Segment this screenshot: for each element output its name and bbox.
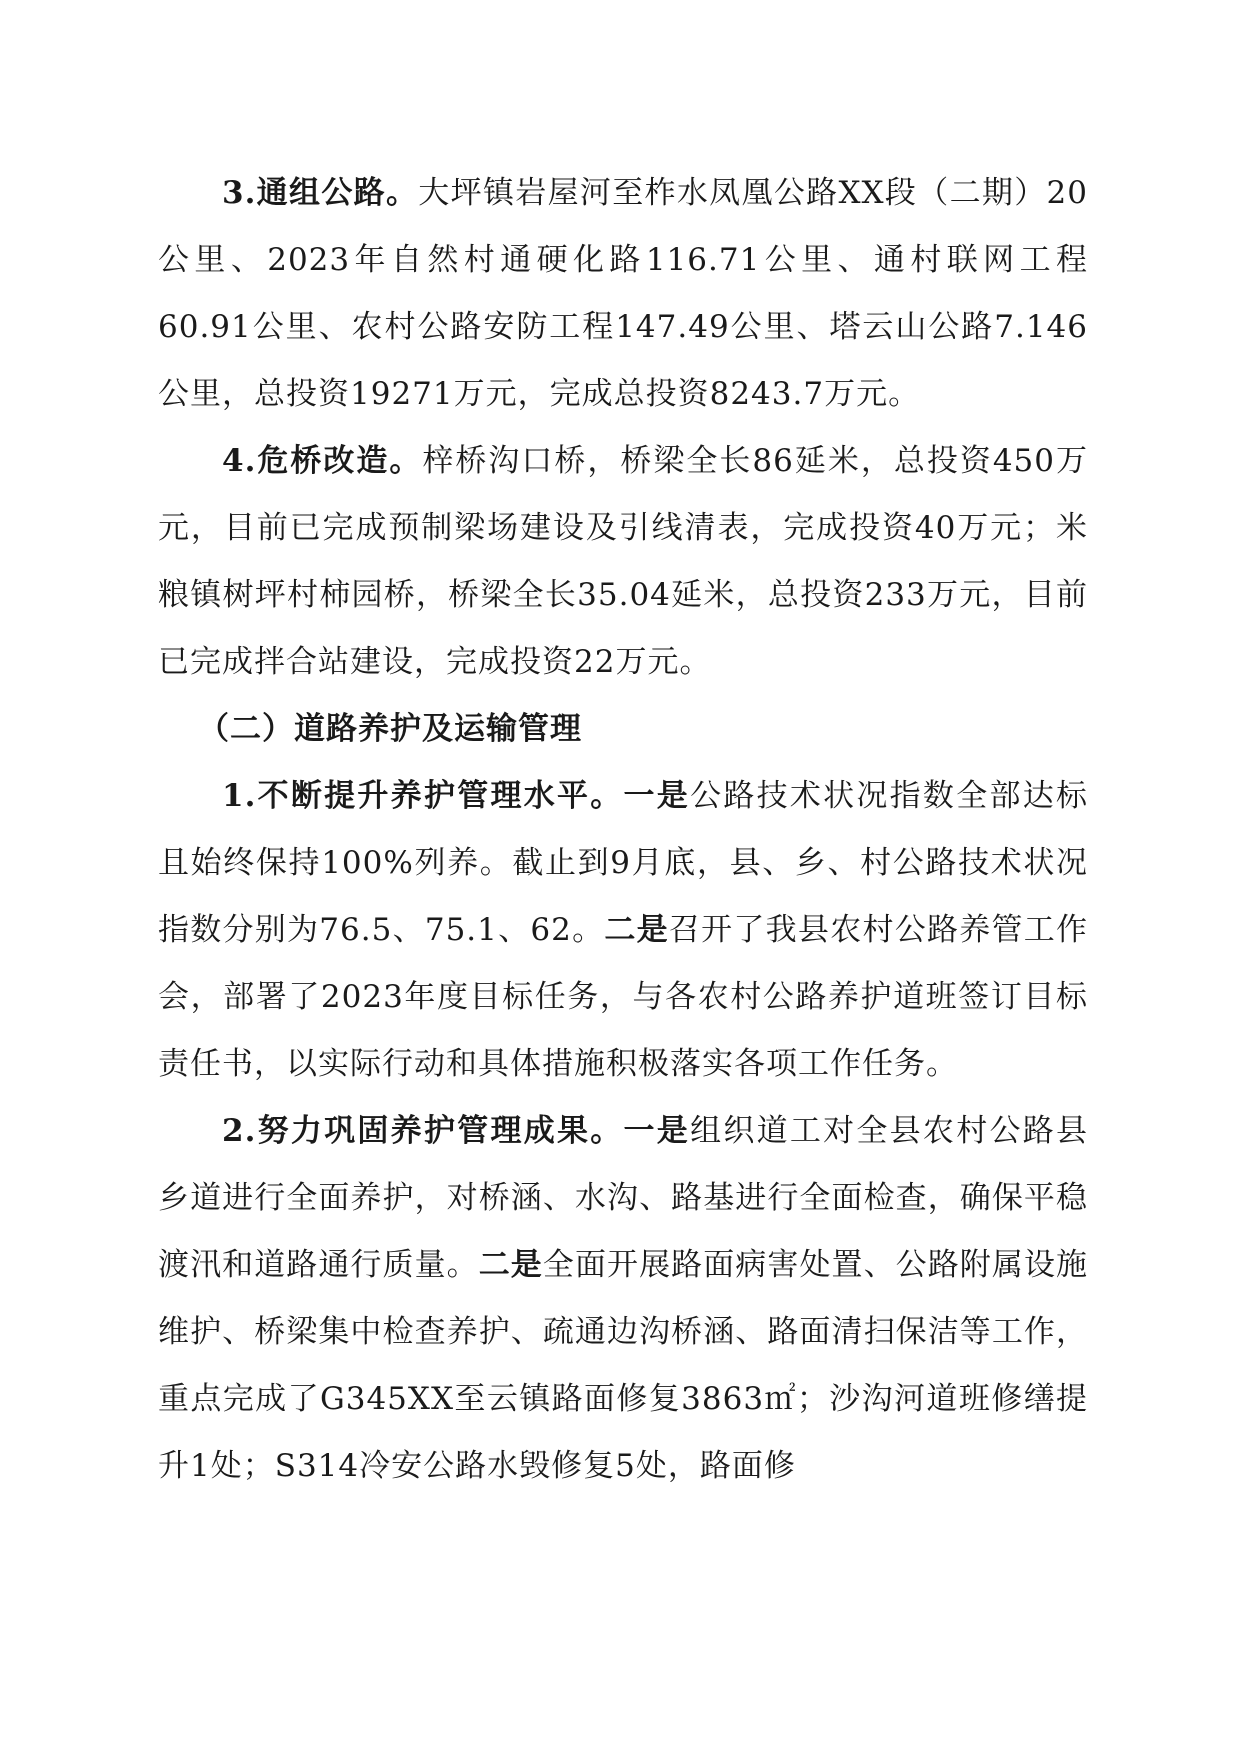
- paragraph-lead: 4.危桥改造。: [222, 443, 423, 479]
- marker-second: 二是: [604, 912, 669, 948]
- paragraph-lead: 2.努力巩固养护管理成果。: [222, 1113, 624, 1149]
- marker-first: 一是: [623, 1113, 691, 1149]
- paragraph-lead: 3.通组公路。: [222, 175, 419, 211]
- paragraph-rural-group-roads: [158, 160, 1088, 428]
- paragraph-lead: 1.不断提升养护管理水平。: [222, 778, 624, 814]
- paragraph-dangerous-bridge-renovation: [158, 428, 1088, 696]
- paragraph-text: 梓桥沟口桥，桥梁全长86延米，总投资450万元，目前已完成预制梁场建设及引线清表，完成投资40万元；米粮镇树坪村柿园桥，桥梁全长35.04延米，总投资233万元，目前已完成拌合站建设，完成投资22万元。: [158, 443, 1088, 680]
- paragraph-text: 大坪镇岩屋河至柞水凤凰公路XX段（二期）20公里、2023年自然村通硬化路116.71公里、通村联网工程60.91公里、农村公路安防工程147.49公里、塔云山公路7.146公里，总投资19271万元，完成总投资8243.7万元。: [158, 175, 1088, 412]
- paragraph-maintenance-level: [158, 763, 1088, 1098]
- section-heading: （二）道路养护及运输管理: [198, 711, 582, 747]
- marker-first: 一是: [623, 778, 691, 814]
- marker-second: 二是: [478, 1247, 543, 1283]
- paragraph-text: 组织道工对全县农村公路县乡道进行全面养护，对桥涵、水沟、路基进行全面检查，确保平稳渡汛和道路通行质量。: [158, 1113, 1088, 1283]
- paragraph-text: 公路技术状况指数全部达标且始终保持100%列养。截止到9月底，县、乡、村公路技术状况指数分别为76.5、75.1、62。: [158, 778, 1088, 948]
- document-body: [158, 160, 1088, 1500]
- paragraph-maintenance-results: [158, 1098, 1088, 1500]
- paragraph-text: 全面开展路面病害处置、公路附属设施维护、桥梁集中检查养护、疏通边沟桥涵、路面清扫保洁等工作，重点完成了G345XX至云镇路面修复3863㎡；沙沟河道班修缮提升1处；S314冷安公路水毁修复5处，路面修: [158, 1247, 1089, 1484]
- paragraph-text: 召开了我县农村公路养管工作会，部署了2023年度目标任务，与各农村公路养护道班签订目标责任书，以实际行动和具体措施积极落实各项工作任务。: [158, 912, 1089, 1082]
